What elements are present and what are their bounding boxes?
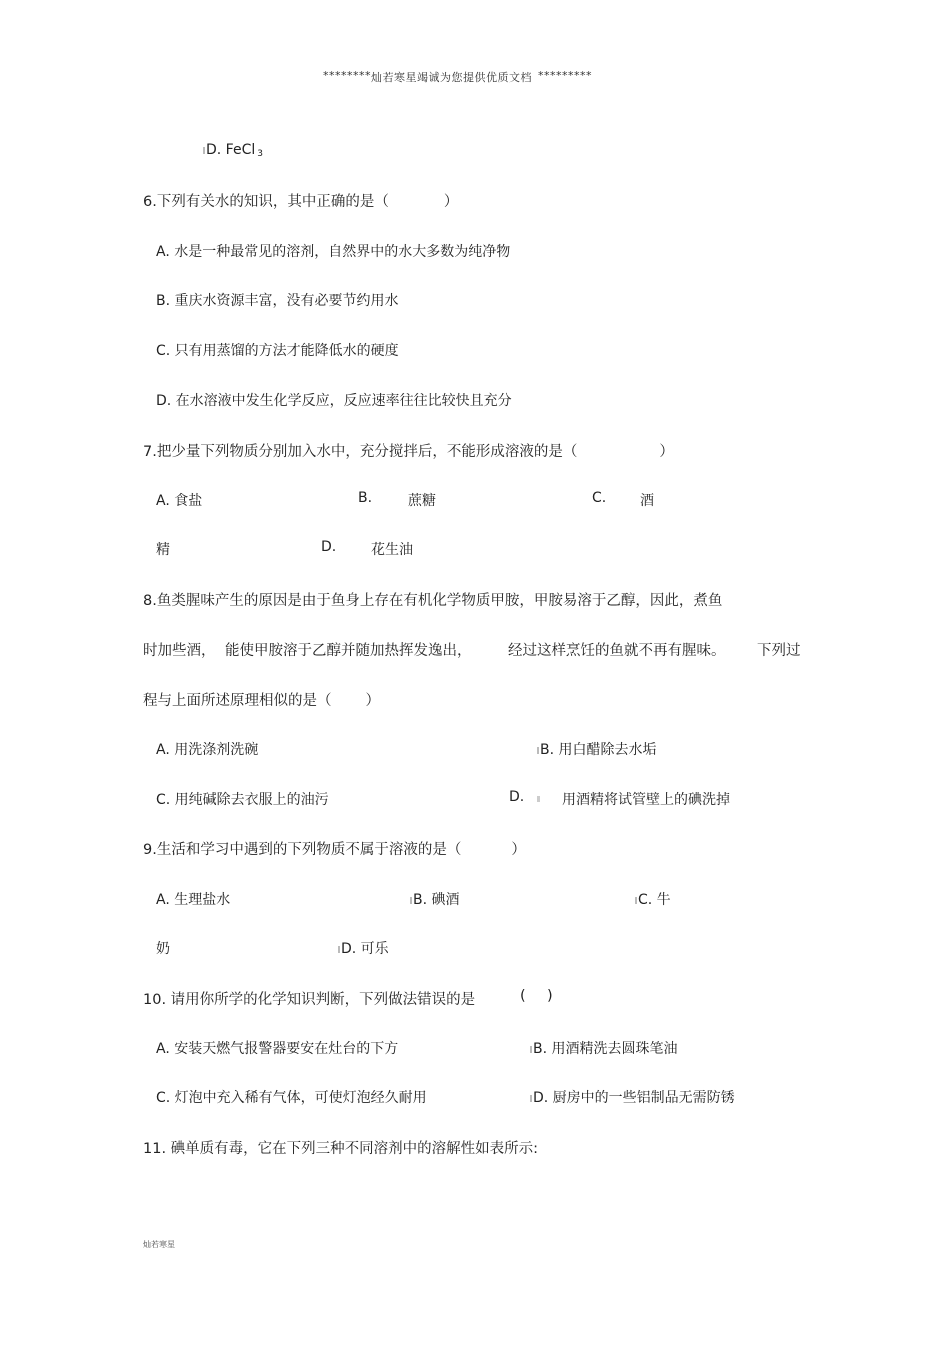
header-stars-right: *********: [538, 69, 592, 82]
q10-option-c: C. 灯泡中充入稀有气体，可使灯泡经久耐用: [156, 1090, 427, 1106]
q7-option-b-letter: B.: [358, 490, 373, 506]
marker-tick: [537, 796, 540, 802]
q5-subscript: 3: [257, 149, 263, 159]
q7-option-c-text: 酒: [640, 493, 654, 509]
q8-option-d-letter: D.: [509, 789, 525, 805]
q10-option-a: A. 安装天燃气报警器要安在灶台的下方: [156, 1041, 399, 1057]
q9-option-c-wrap: 奶: [156, 941, 170, 957]
q8-option-b: [537, 739, 657, 759]
marker-tick: [530, 1095, 532, 1102]
q8-stem-line3: [143, 689, 380, 710]
marker-tick: [635, 897, 637, 904]
q10-paren-close: ): [547, 988, 553, 1004]
q6-paren-close: ）: [443, 194, 459, 210]
q7-option-a: A. 食盐: [156, 493, 203, 509]
marker-tick: [338, 946, 340, 953]
q7-stem-text: 7.把少量下列物质分别加入水中，充分搅拌后，不能形成溶液的是（: [143, 444, 578, 460]
q7-option-d-letter: D.: [321, 539, 337, 555]
marker-tick: [203, 147, 205, 154]
q9-stem: [143, 838, 526, 859]
q8-stem-line1: 8.鱼类腥味产生的原因是由于鱼身上存在有机化学物质甲胺，甲胺易溶于乙醇，因此，煮鱼: [143, 593, 723, 609]
q9-option-d: [338, 938, 389, 958]
marker-tick: [410, 897, 412, 904]
q10-paren-open: (: [520, 988, 526, 1004]
q8-option-d-text: 用酒精将试管壁上的碘洗掉: [562, 792, 730, 808]
q10-option-d-text: D. 厨房中的一些铝制品无需防锈: [533, 1090, 735, 1106]
q6-option-a: A. 水是一种最常见的溶剂，自然界中的水大多数为纯净物: [156, 244, 511, 260]
q7-paren-close: ）: [659, 444, 674, 460]
q7-option-b-text: 蔗糖: [408, 493, 436, 509]
marker-tick: [537, 747, 539, 754]
q10-option-b-text: B. 用酒精洗去圆珠笔油: [533, 1041, 678, 1057]
q9-option-b-text: B. 碘酒: [413, 892, 460, 908]
q10-option-b: [530, 1038, 678, 1058]
q9-stem-text: 9.生活和学习中遇到的下列物质不属于溶液的是（: [143, 842, 462, 858]
marker-tick: [530, 1046, 532, 1053]
q6-option-d: D. 在水溶液中发生化学反应，反应速率往往比较快且充分: [156, 393, 512, 409]
q8-stem-line3-text: 程与上面所述原理相似的是（: [143, 693, 332, 709]
q9-option-a: A. 生理盐水: [156, 892, 231, 908]
q8-paren-close: ）: [365, 693, 380, 709]
q7-option-d-text: 花生油: [371, 542, 413, 558]
q6-stem-text: 6.下列有关水的知识，其中正确的是（: [143, 194, 389, 210]
q10-option-d: [530, 1087, 735, 1107]
footer-text: 灿若寒星: [143, 1240, 175, 1249]
q8-option-c: C. 用纯碱除去衣服上的油污: [156, 792, 329, 808]
q6-stem: [143, 190, 458, 211]
q9-paren-close: ）: [511, 842, 526, 858]
q6-option-b: B. 重庆水资源丰富，没有必要节约用水: [156, 293, 399, 309]
q5-option-d-text: D. FeCl: [206, 142, 256, 158]
q9-option-c-text: C. 牛: [638, 892, 671, 908]
q8-stem-line2c: 经过这样烹饪的鱼就不再有腥味。: [508, 643, 726, 659]
q9-option-b: [410, 889, 460, 909]
q7-option-c-wrap: 精: [156, 542, 170, 558]
q7-stem: [143, 440, 674, 461]
q8-option-a: A. 用洗涤剂洗碗: [156, 742, 259, 758]
q5-option-d: [203, 142, 263, 158]
q9-option-d-text: D. 可乐: [341, 941, 389, 957]
q9-option-c: [635, 889, 671, 909]
header-title: 灿若寒星竭诚为您提供优质文档: [371, 71, 532, 84]
q11-stem: 11. 碘单质有毒，它在下列三种不同溶剂中的溶解性如表所示:: [143, 1141, 539, 1157]
q8-stem-line2d: 下列过: [757, 643, 801, 659]
q8-option-b-text: B. 用白醋除去水垢: [540, 742, 657, 758]
header-stars-left: ********: [323, 69, 371, 82]
q8-stem-line2b: 能使甲胺溶于乙醇并随加热挥发逸出，: [225, 643, 472, 659]
q8-stem-line2a: 时加些酒，: [143, 643, 216, 659]
q6-option-c: C. 只有用蒸馏的方法才能降低水的硬度: [156, 343, 399, 359]
q10-stem: 10. 请用你所学的化学知识判断，下列做法错误的是: [143, 992, 476, 1008]
q7-option-c-letter: C.: [592, 490, 607, 506]
